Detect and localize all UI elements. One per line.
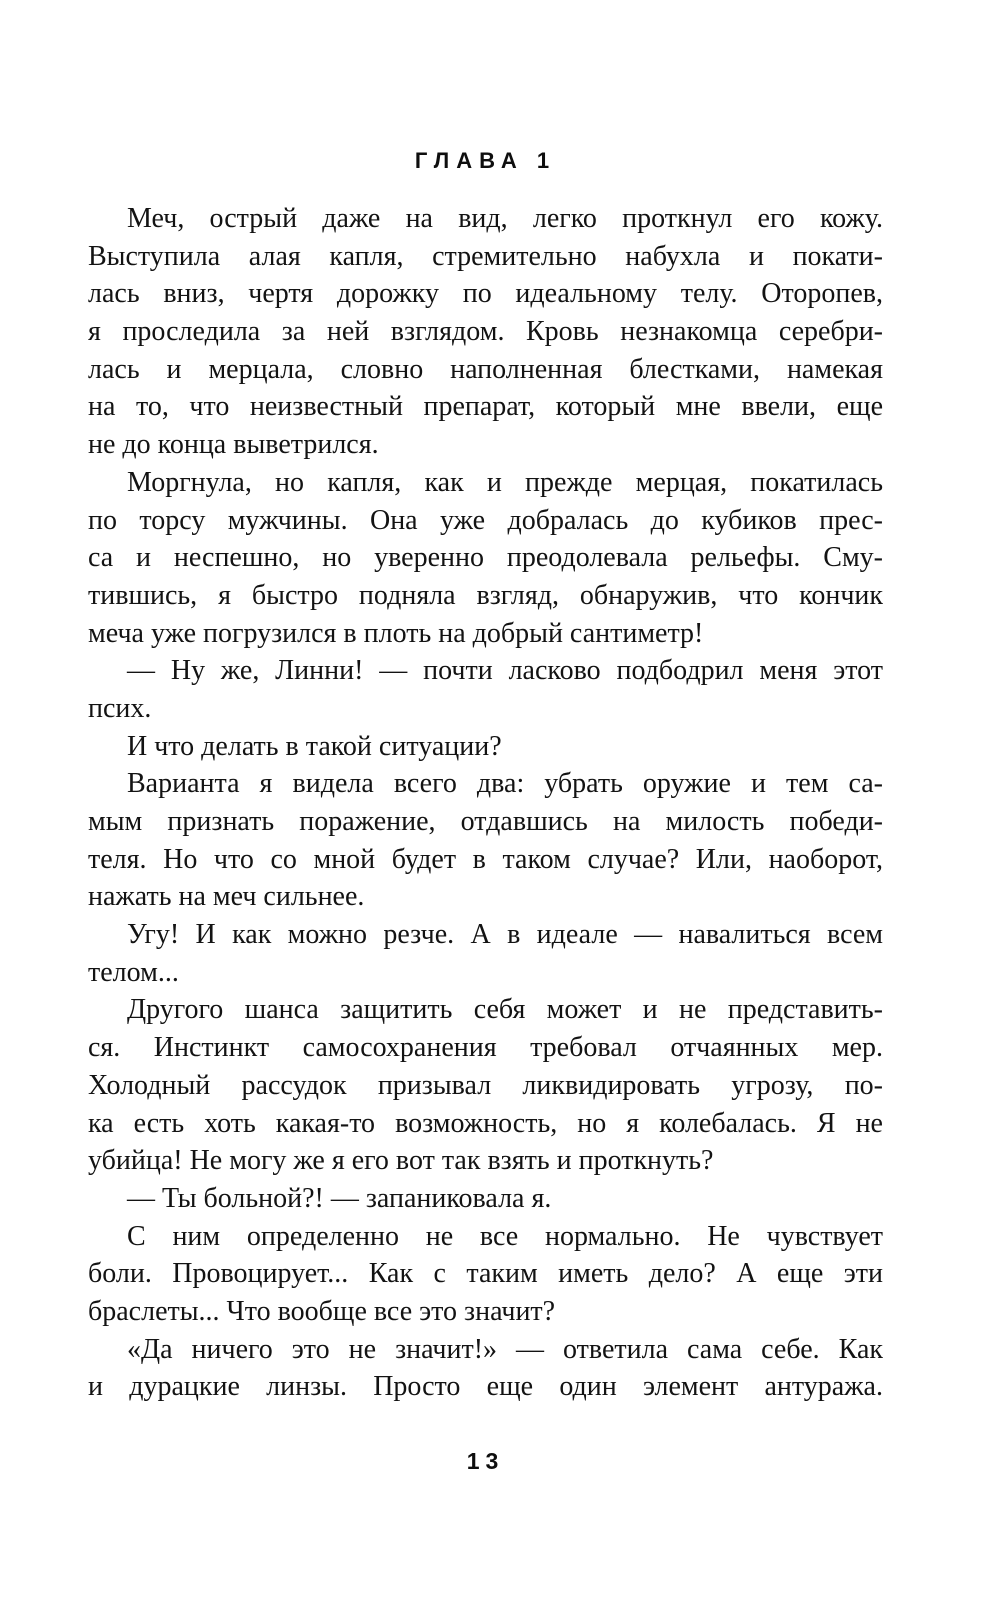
- paragraph: [88, 1180, 883, 1218]
- text-line: нажать на меч сильнее.: [88, 881, 365, 913]
- text-line: я проследила за ней взглядом. Кровь незнакомца серебри-: [88, 316, 883, 348]
- text-line: — Ну же, Линни! — почти ласково подбодрил меня этот: [127, 655, 883, 687]
- text-line: ся. Инстинкт самосохранения требовал отчаянных мер.: [88, 1032, 883, 1064]
- text-line: тившись, я быстро подняла взгляд, обнаружив, что кончик: [88, 579, 883, 611]
- text-line: ка есть хоть какая-то возможность, но я колебалась. Я не: [88, 1107, 883, 1139]
- paragraph: [88, 765, 883, 916]
- text-line: Выступила алая капля, стремительно набухла и покати-: [88, 240, 883, 272]
- text-line: по торсу мужчины. Она уже добралась до кубиков прес-: [88, 504, 883, 536]
- paragraph: [88, 1218, 883, 1331]
- text-line: С ним определенно не все нормально. Не чувствует: [127, 1220, 883, 1252]
- text-line: са и неспешно, но уверенно преодолевала рельефы. Сму-: [88, 542, 883, 574]
- paragraph: [88, 991, 883, 1179]
- text-line: и дурацкие линзы. Просто еще один элемент антуража.: [88, 1371, 883, 1403]
- paragraph: [88, 916, 883, 991]
- paragraph: [88, 200, 883, 464]
- text-line: — Ты больной?! — запаниковала я.: [127, 1182, 552, 1214]
- paragraph: [88, 728, 883, 766]
- text-line: не до конца выветрился.: [88, 429, 379, 461]
- body-text: [88, 200, 883, 1406]
- page-number: 13: [466, 1448, 505, 1474]
- text-line: Угу! И как можно резче. А в идеале — навалиться всем: [127, 919, 883, 951]
- text-line: боли. Провоцирует... Как с таким иметь дело? А еще эти: [88, 1258, 883, 1290]
- text-line: Варианта я видела всего два: убрать оружие и тем са-: [127, 768, 883, 800]
- text-line: лась вниз, чертя дорожку по идеальному телу. Оторопев,: [88, 278, 883, 310]
- text-line: Меч, острый даже на вид, легко проткнул его кожу.: [127, 203, 883, 234]
- text-line: Моргнула, но капля, как и прежде мерцая, покатилась: [127, 466, 883, 498]
- text-line: лась и мерцала, словно наполненная блестками, намекая: [88, 353, 883, 385]
- chapter-title: ГЛАВА 1: [414, 148, 557, 173]
- text-line: псих.: [88, 692, 152, 724]
- text-line: И что делать в такой ситуации?: [127, 730, 502, 762]
- text-line: теля. Но что со мной будет в таком случае? Или, наоборот,: [88, 843, 883, 875]
- text-line: Другого шанса защитить себя может и не представить-: [127, 994, 883, 1026]
- text-line: меча уже погрузился в плоть на добрый сантиметр!: [88, 617, 704, 649]
- paragraph: [88, 652, 883, 727]
- paragraph: [88, 464, 883, 652]
- text-line: Холодный рассудок призывал ликвидировать угрозу, по-: [88, 1069, 883, 1101]
- text-line: убийца! Не могу же я его вот так взять и проткнуть?: [88, 1145, 714, 1177]
- paragraph: [88, 1331, 883, 1406]
- text-line: телом...: [88, 956, 179, 988]
- text-line: «Да ничего это не значит!» — ответила сама себе. Как: [127, 1333, 883, 1365]
- text-line: браслеты... Что вообще все это значит?: [88, 1295, 556, 1327]
- text-line: на то, что неизвестный препарат, который мне ввели, еще: [88, 391, 883, 423]
- text-line: мым признать поражение, отдавшись на милость победи-: [88, 806, 883, 837]
